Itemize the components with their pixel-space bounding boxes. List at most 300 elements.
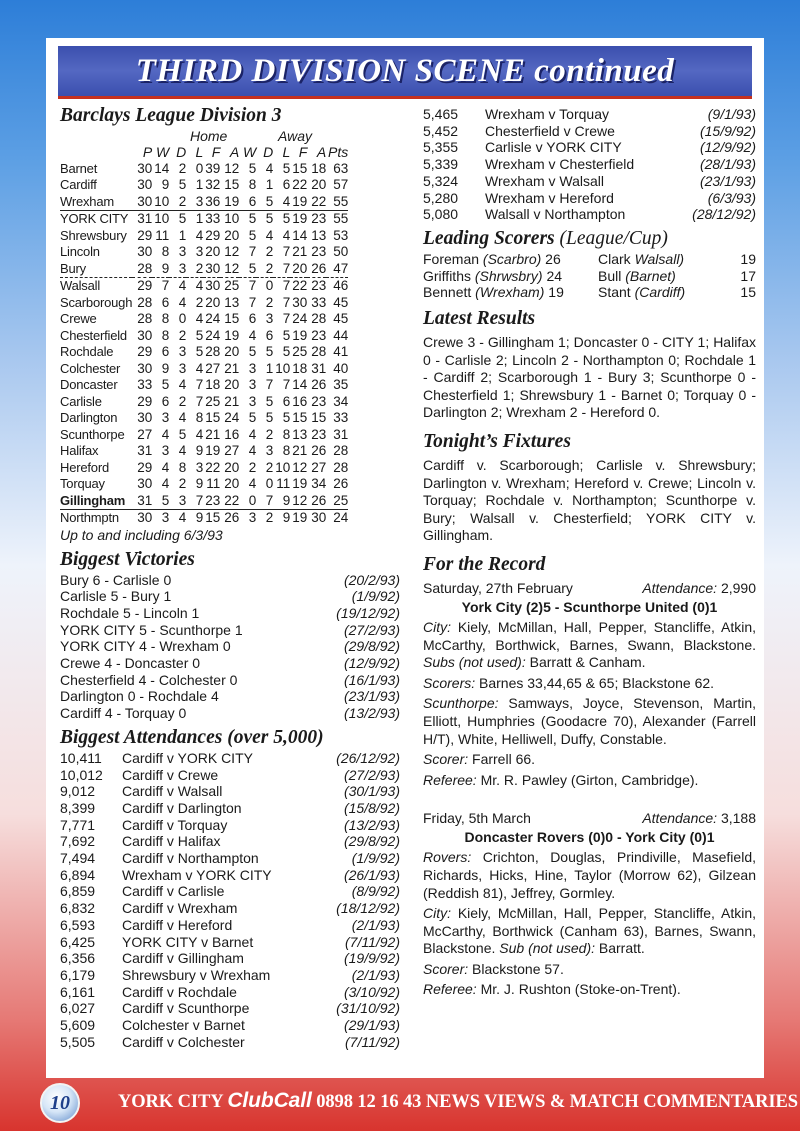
league-col-header: A xyxy=(316,144,327,160)
league-stat: 11 xyxy=(206,476,221,491)
league-stat: 16 xyxy=(292,393,308,409)
attendance-date: (6/3/93) xyxy=(707,189,756,206)
league-stat: 8 xyxy=(161,244,170,259)
league-stat: 33 xyxy=(311,294,327,310)
victory-date: (20/2/93) xyxy=(343,571,400,588)
league-stat: 3 xyxy=(178,344,187,359)
attendance-match: Carlisle v YORK CITY xyxy=(485,139,622,156)
scorer-goals: 19 xyxy=(740,250,756,267)
league-row xyxy=(60,344,348,361)
victory-date: (23/1/93) xyxy=(343,688,400,705)
league-stat: 36 xyxy=(205,193,221,209)
league-stat: 3 xyxy=(161,510,170,525)
league-stat: 33 xyxy=(333,410,349,425)
match2-opp-lineup xyxy=(423,849,756,902)
league-stat: 33 xyxy=(137,377,153,392)
attendance-row xyxy=(423,173,756,190)
league-stat: 28 xyxy=(132,261,152,278)
league-stat: 3 xyxy=(178,244,187,259)
league-stat: 31 xyxy=(333,426,349,442)
league-stat: 3 xyxy=(195,459,204,475)
league-stat: 29 xyxy=(137,344,153,359)
league-stat: 26 xyxy=(307,261,326,278)
league-stat: 1 xyxy=(195,177,204,192)
league-row xyxy=(60,261,348,278)
league-stat: 15 xyxy=(311,410,327,425)
league-stat: 26 xyxy=(307,493,326,510)
league-stat: 5 xyxy=(152,493,169,510)
attendance-row xyxy=(60,783,400,800)
league-stat: 30 xyxy=(137,476,153,491)
results-text: Crewe 3 - Gillingham 1; Doncaster 0 - CITY 1; Halifax 0 - Carlisle 2; Lincoln 2 - Northampton 0; Rochdale 1 - Cardiff 2; Scarborough 1 - Bury 3; Scunthorpe 0 - Chesterfield 1; Shrewsbury 1 - Barnet 0; Torquay 0 - Darlington 2; Wrexham 2 - Hereford 0. xyxy=(423,334,756,421)
match1-scorers-label: Scorers: xyxy=(423,674,476,691)
attendance-row xyxy=(60,767,400,784)
league-stat: 0 xyxy=(265,278,274,293)
league-row xyxy=(60,278,348,295)
footer-phone: 0898 12 16 43 NEWS VIEWS & MATCH COMMENTARIES xyxy=(316,1092,798,1112)
league-team: Doncaster xyxy=(60,377,118,392)
home-label: Home xyxy=(190,128,228,144)
match2-sub: Barratt. xyxy=(598,940,645,957)
league-stat: 21 xyxy=(292,443,308,458)
league-row xyxy=(60,194,348,211)
attendance-figure: 5,080 xyxy=(423,206,459,223)
attendance-figure: 10,411 xyxy=(60,749,102,766)
league-stat: 2 xyxy=(178,393,187,409)
league-stat: 4 xyxy=(178,377,187,392)
match2-city-players: Kiely, McMillan, Hall, Pepper, Stancliffe, Atkin, McCarthy, Borthwick (Canham 63), Barnes, Swann, Blackstone. xyxy=(423,905,756,957)
league-row xyxy=(60,211,348,228)
league-stat: 40 xyxy=(333,360,349,376)
page-panel xyxy=(46,38,764,1078)
league-stat: 2 xyxy=(265,459,274,475)
league-table xyxy=(60,144,348,527)
scorer-name: Foreman xyxy=(423,250,480,267)
league-stat: 20 xyxy=(224,459,240,475)
attendance-figure: 6,179 xyxy=(60,966,96,983)
scorer-club: (Wrexham) xyxy=(475,284,545,301)
victory-row xyxy=(60,672,400,689)
league-stat: 28 xyxy=(333,443,349,458)
attendance-row xyxy=(60,1017,400,1034)
league-row xyxy=(60,476,348,493)
attendance-row xyxy=(60,934,400,951)
league-stat: 57 xyxy=(333,177,349,192)
league-stat: 21 xyxy=(205,426,221,442)
match2-ref-text: Mr. J. Rushton (Stoke-on-Trent). xyxy=(480,981,681,998)
attendance-date: (7/11/92) xyxy=(345,1033,400,1050)
league-team: Scunthorpe xyxy=(60,426,125,442)
league-stat: 18 xyxy=(205,377,221,392)
league-row xyxy=(60,228,348,245)
league-stat: 7 xyxy=(256,493,273,510)
league-stat: 15 xyxy=(205,410,221,425)
league-row xyxy=(60,493,348,510)
attendance-figure: 7,494 xyxy=(60,850,96,867)
league-stat: 5 xyxy=(282,344,291,359)
attendance-figure: 5,280 xyxy=(423,189,459,206)
league-stat: 4 xyxy=(178,443,187,458)
league-stat: 0 xyxy=(178,311,187,326)
league-team: Darlington xyxy=(60,410,118,425)
league-stat: 19 xyxy=(220,194,239,211)
league-row xyxy=(60,311,348,328)
attendance-date: (15/9/92) xyxy=(699,122,756,139)
league-stat: 55 xyxy=(326,194,348,211)
attendance-date: (30/1/93) xyxy=(343,783,400,800)
league-col-header: L xyxy=(195,144,204,160)
league-stat: 29 xyxy=(137,459,153,475)
league-stat: 5 xyxy=(248,160,257,176)
league-stat: 19 xyxy=(292,327,308,343)
attendance-row xyxy=(60,750,400,767)
attendance-row xyxy=(60,883,400,900)
league-stat: 45 xyxy=(333,311,349,326)
attendance-match: Wrexham v Chesterfield xyxy=(485,156,635,173)
league-stat: 9 xyxy=(282,510,291,525)
league-stat: 7 xyxy=(195,377,204,392)
league-stat: 53 xyxy=(333,227,349,243)
league-stat: 23 xyxy=(311,393,327,409)
attendances-list xyxy=(60,750,400,1051)
league-stat: 26 xyxy=(333,476,349,491)
league-stat: 5 xyxy=(248,211,257,226)
league-stat: 7 xyxy=(282,294,291,310)
attendance-row xyxy=(423,139,756,156)
match1-opp-players: Samways, Joyce, Stevenson, Martin, Elliott, Humphries (Goodacre 70), Alexander (Farrell H/T), White, Helliwell, Duffy, Constable. xyxy=(423,695,756,747)
league-stat: 5 xyxy=(282,327,291,343)
league-stat: 3 xyxy=(248,393,257,409)
victory-row xyxy=(60,638,400,655)
league-stat: 19 xyxy=(292,476,308,491)
match2-opp-label: Rovers: xyxy=(423,849,472,866)
victory-row xyxy=(60,572,400,589)
league-stat: 9 xyxy=(161,177,170,192)
scorer-name: Griffiths xyxy=(423,267,471,284)
league-stat: 29 xyxy=(137,278,153,293)
league-stat: 3 xyxy=(186,194,203,211)
league-stat: 6 xyxy=(239,194,256,211)
league-stat: 7 xyxy=(195,393,204,409)
league-stat: 12 xyxy=(220,261,239,278)
attendance-match: Cardiff v Hereford xyxy=(122,916,233,933)
match1-opp-scorer-text: Farrell 66. xyxy=(472,751,536,768)
league-team: Bury xyxy=(60,261,132,278)
league-stat: 2 xyxy=(178,476,187,491)
league-stat: 1 xyxy=(265,360,274,376)
victory-row xyxy=(60,605,400,622)
league-stat: 2 xyxy=(265,294,274,310)
league-stat: 24 xyxy=(333,510,349,525)
league-stat: 1 xyxy=(195,211,204,226)
league-stat: 3 xyxy=(265,311,274,326)
league-stat: 28 xyxy=(311,311,327,326)
league-row xyxy=(60,244,348,261)
league-stat: 2 xyxy=(195,294,204,310)
attendance-figure: 5,324 xyxy=(423,172,459,189)
attendance-figure: 6,894 xyxy=(60,866,96,883)
league-stat: 12 xyxy=(224,244,240,259)
league-stat: 18 xyxy=(311,160,327,176)
league-stat: 0 xyxy=(239,493,256,510)
scorer-name: Stant xyxy=(598,284,631,301)
league-stat: 5 xyxy=(256,194,273,211)
scorer-left xyxy=(423,251,598,268)
league-stat: 2 xyxy=(265,426,274,442)
league-stat: 27 xyxy=(205,360,221,376)
league-stat: 31 xyxy=(137,443,153,458)
league-stat: 3 xyxy=(169,261,186,278)
league-stat: 14 xyxy=(154,160,170,176)
match1-subs: Barratt & Canham. xyxy=(529,654,646,671)
match2-ref-label: Referee: xyxy=(423,981,477,998)
league-stat: 9 xyxy=(161,360,170,376)
league-stat: 27 xyxy=(224,443,240,458)
league-stat: 2 xyxy=(248,459,257,475)
attendance-match: Cardiff v Torquay xyxy=(122,816,228,833)
attendance-row xyxy=(423,156,756,173)
league-row xyxy=(60,410,348,427)
league-stat: 3 xyxy=(169,493,186,510)
league-row xyxy=(60,161,348,178)
league-stat: 9 xyxy=(273,493,290,510)
attendance-match: Cardiff v Colchester xyxy=(122,1033,245,1050)
victory-match: Chesterfield 4 - Colchester 0 xyxy=(60,671,238,688)
league-stat: 1 xyxy=(265,177,274,192)
league-row xyxy=(60,328,348,345)
match1-opp-scorer xyxy=(423,751,756,769)
league-stat: 47 xyxy=(326,261,348,278)
league-stat: 19 xyxy=(292,510,308,525)
attendance-date: (8/9/92) xyxy=(351,883,400,900)
league-col-header: P xyxy=(142,144,153,160)
scorer-name: Bull xyxy=(598,267,622,284)
league-stat: 34 xyxy=(333,393,349,409)
match1-ref-label: Referee: xyxy=(423,771,477,788)
scorers-list xyxy=(423,251,756,301)
scorer-right xyxy=(598,284,732,301)
victory-date: (12/9/92) xyxy=(343,655,400,672)
attendance-date: (29/8/92) xyxy=(343,833,400,850)
victory-match: Crewe 4 - Doncaster 0 xyxy=(60,655,201,672)
league-stat: 28 xyxy=(137,311,153,326)
league-stat: 5 xyxy=(282,160,291,176)
match1-ref-text: Mr. R. Pawley (Girton, Cambridge). xyxy=(480,771,699,788)
league-stat: 6 xyxy=(161,294,170,310)
attendance-date: (26/12/92) xyxy=(336,749,400,766)
league-team: Colchester xyxy=(60,360,121,376)
league-stat: 22 xyxy=(307,194,326,211)
match2-city-label: City: xyxy=(423,905,451,922)
league-stat: 12 xyxy=(292,459,308,475)
league-stat: 45 xyxy=(333,294,349,310)
league-col-header: W xyxy=(156,144,170,160)
match2-city-lineup xyxy=(423,905,756,958)
league-stat: 5 xyxy=(265,410,274,425)
scorer-left xyxy=(423,268,598,285)
attendance-match: Cardiff v Darlington xyxy=(122,799,242,816)
league-stat: 5 xyxy=(239,261,256,278)
league-stat: 2 xyxy=(265,510,274,525)
league-stat: 5 xyxy=(161,377,170,392)
league-stat: 8 xyxy=(282,426,291,442)
league-stat: 13 xyxy=(292,426,308,442)
league-stat: 20 xyxy=(224,227,240,243)
victory-match: Carlisle 5 - Bury 1 xyxy=(60,588,172,605)
match1-opp-scorer-label: Scorer: xyxy=(423,751,469,768)
attendance-date: (2/1/93) xyxy=(351,916,400,933)
league-stat: 26 xyxy=(311,443,327,458)
league-stat: 6 xyxy=(282,177,291,192)
league-stat: 31 xyxy=(132,493,152,510)
league-stat: 29 xyxy=(137,227,153,243)
victory-date: (19/12/92) xyxy=(336,604,400,621)
league-stat: 2 xyxy=(265,244,274,259)
victory-date: (1/9/92) xyxy=(351,588,400,605)
match1-city-players: Kiely, McMillan, Hall, Pepper, Stancliffe, Atkin, McCarthy, Borthwick, Barnes, Swann, Blackstone. xyxy=(423,618,756,653)
league-stat: 30 xyxy=(137,160,153,176)
league-stat: 4 xyxy=(273,194,290,211)
match1-attendance: 2,990 xyxy=(720,579,756,596)
match2-date: Friday, 5th March xyxy=(423,810,531,827)
league-stat: 7 xyxy=(248,278,257,293)
league-stat: 6 xyxy=(161,344,170,359)
match2-scorer-text: Blackstone 57. xyxy=(472,960,564,977)
attendance-date: (15/8/92) xyxy=(343,799,400,816)
league-stat: 4 xyxy=(282,227,291,243)
attendance-row xyxy=(60,1000,400,1017)
league-stat: 24 xyxy=(205,311,221,326)
attendance-figure: 5,505 xyxy=(60,1033,96,1050)
league-stat: 28 xyxy=(205,344,221,359)
league-stat: 5 xyxy=(178,177,187,192)
page-number: 10 xyxy=(40,1083,80,1123)
league-stat: 10 xyxy=(275,360,291,376)
match2-referee xyxy=(423,981,756,999)
victory-date: (29/8/92) xyxy=(343,638,400,655)
victory-match: Bury 6 - Carlisle 0 xyxy=(60,571,172,588)
league-stat: 2 xyxy=(178,160,187,176)
victory-row xyxy=(60,655,400,672)
league-stat: 3 xyxy=(161,443,170,458)
victory-date: (27/2/93) xyxy=(343,621,400,638)
league-stat: 41 xyxy=(333,344,349,359)
attendance-match: Cardiff v Walsall xyxy=(122,783,223,800)
scorer-goals: 26 xyxy=(545,250,561,267)
record-title: For the Record xyxy=(423,553,546,575)
attendance-date: (7/11/92) xyxy=(345,933,400,950)
attendance-date: (28/12/92) xyxy=(692,206,756,223)
league-stat: 10 xyxy=(154,211,170,226)
attendance-match: Wrexham v Hereford xyxy=(485,189,614,206)
league-stat: 0 xyxy=(195,160,204,176)
league-stat: 5 xyxy=(282,211,291,226)
attendance-date: (1/9/92) xyxy=(351,850,400,867)
attendance-row xyxy=(60,867,400,884)
league-stat: 13 xyxy=(311,227,327,243)
scorers-title-text: Leading Scorers xyxy=(423,227,555,249)
victory-match: Cardiff 4 - Torquay 0 xyxy=(60,705,187,722)
league-stat: 16 xyxy=(224,426,240,442)
league-stat: 21 xyxy=(292,244,308,259)
league-stat: 12 xyxy=(292,492,308,508)
attendance-figure: 8,399 xyxy=(60,799,96,816)
league-stat: 4 xyxy=(195,426,204,442)
league-stat: 8 xyxy=(195,410,204,425)
league-stat: 3 xyxy=(248,360,257,376)
attendance-date: (26/1/93) xyxy=(343,866,400,883)
league-stat: 25 xyxy=(224,278,240,293)
league-stat: 63 xyxy=(333,160,349,176)
attendance-match: Walsall v Northampton xyxy=(485,206,626,223)
attendances-title: Biggest Attendances (over 5,000) xyxy=(60,726,324,748)
league-stat: 7 xyxy=(248,244,257,259)
league-stat: 8 xyxy=(282,443,291,458)
scorer-club: (Barnet) xyxy=(625,267,676,284)
league-team: Walsall xyxy=(60,278,101,293)
league-stat: 26 xyxy=(311,377,327,392)
league-stat: 4 xyxy=(178,510,187,525)
scorer-name: Bennett xyxy=(423,284,472,301)
attendance-row xyxy=(60,850,400,867)
league-stat: 5 xyxy=(248,344,257,359)
match1-date: Saturday, 27th February xyxy=(423,579,573,596)
league-stat: 22 xyxy=(292,177,308,192)
league-team: Hereford xyxy=(60,459,109,475)
league-team: Barnet xyxy=(60,160,98,176)
league-stat: 30 xyxy=(292,294,308,310)
attendance-row xyxy=(60,967,400,984)
attendance-date: (13/2/93) xyxy=(343,816,400,833)
league-stat: 33 xyxy=(205,211,221,226)
league-stat: 10 xyxy=(275,459,291,475)
league-stat: 4 xyxy=(178,278,187,293)
attendance-date: (12/9/92) xyxy=(699,139,756,156)
league-team: Lincoln xyxy=(60,244,100,259)
league-team: Northmptn xyxy=(60,510,119,525)
scorer-right xyxy=(598,268,732,285)
attendance-row xyxy=(60,950,400,967)
league-row xyxy=(60,443,348,460)
league-stat: 20 xyxy=(292,260,308,276)
league-team: Torquay xyxy=(60,476,105,491)
league-stat: 25 xyxy=(292,344,308,359)
scorer-right xyxy=(598,251,732,268)
match2-opp-players: Crichton, Douglas, Prindiville, Masefield, Richards, Hicks, Hine, Taylor (Morrow 62), Gilzean (Reddish 81), Jeffrey, Gormley. xyxy=(423,849,756,901)
scorer-goals: 15 xyxy=(740,284,756,301)
league-stat: 19 xyxy=(205,443,221,458)
attendance-match: Shrewsbury v Wrexham xyxy=(122,966,271,983)
attendance-figure: 6,027 xyxy=(60,1000,96,1017)
victory-match: Rochdale 5 - Lincoln 1 xyxy=(60,604,200,621)
league-stat: 15 xyxy=(224,177,240,192)
league-stat: 28 xyxy=(333,459,349,475)
victory-row xyxy=(60,705,400,722)
league-stat: 32 xyxy=(205,177,221,192)
league-team: YORK CITY xyxy=(60,211,129,226)
league-stat: 31 xyxy=(311,360,327,376)
league-stat: 4 xyxy=(248,327,257,343)
league-stat: 10 xyxy=(154,193,170,209)
league-stat: 7 xyxy=(282,311,291,326)
league-stat: 30 xyxy=(137,327,153,343)
victory-match: Darlington 0 - Rochdale 4 xyxy=(60,688,219,705)
attendance-figure: 5,452 xyxy=(423,122,459,139)
league-stat: 20 xyxy=(224,344,240,359)
match2-score: Doncaster Rovers (0)0 - York City (0)1 xyxy=(464,829,715,846)
scorer-left xyxy=(423,284,598,301)
attendance-figure: 6,832 xyxy=(60,900,96,917)
